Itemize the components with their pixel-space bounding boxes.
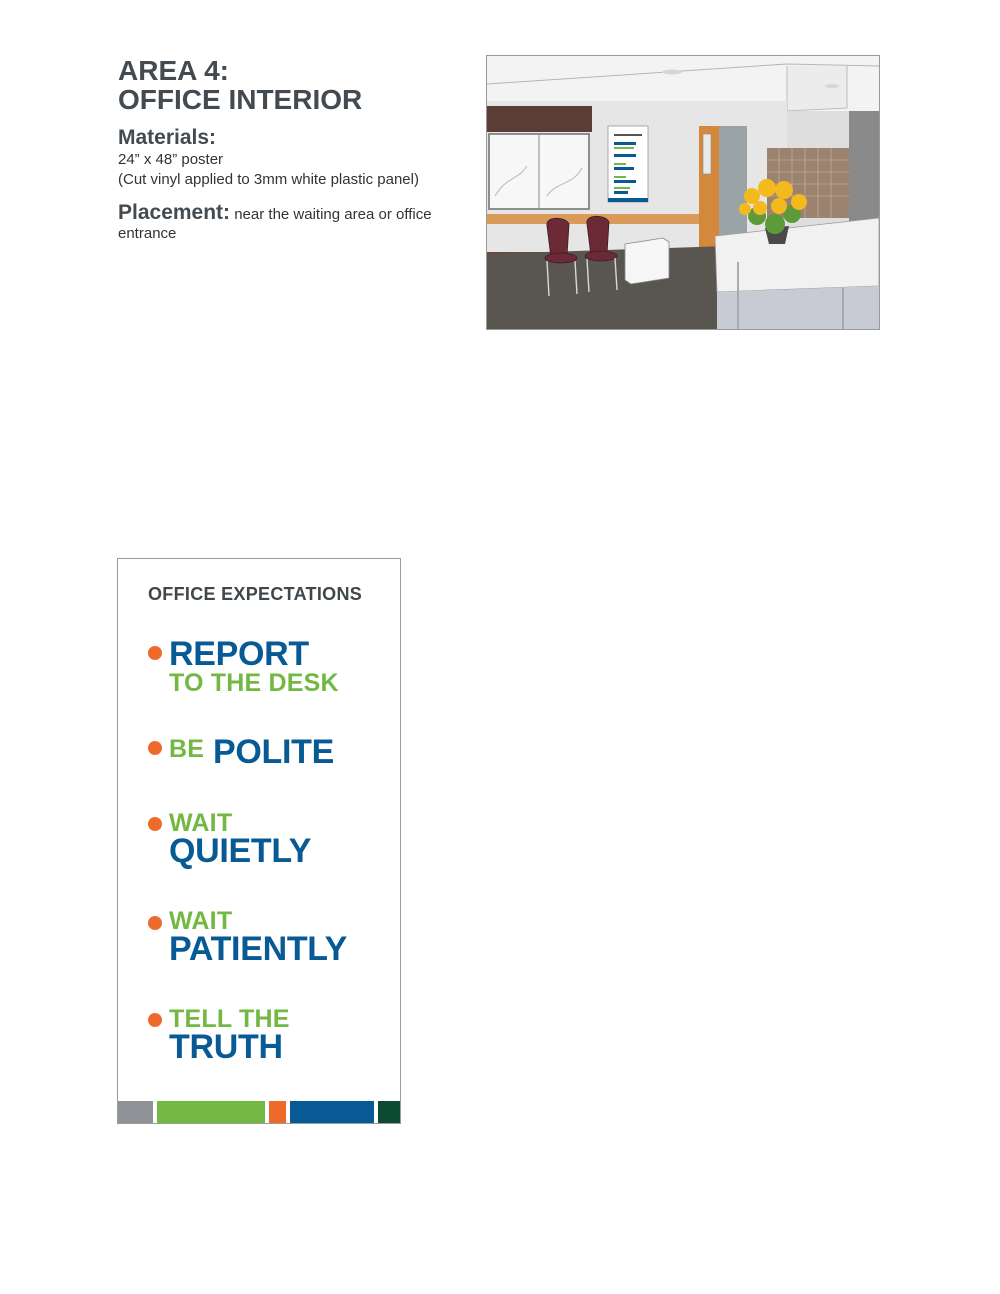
office-interior-sketch [486, 55, 880, 330]
expectation-primary: REPORT [169, 635, 309, 673]
area-subtitle: OFFICE INTERIOR [118, 84, 363, 115]
bullet-dot [148, 817, 162, 831]
placement-label: Placement: [118, 201, 231, 224]
bullet-dot [148, 646, 162, 660]
color-bar-strip [118, 1101, 400, 1123]
color-bar-blue [290, 1101, 374, 1123]
expectation-secondary: WAIT [169, 907, 233, 935]
expectation-secondary: WAIT [169, 809, 233, 837]
area-title: AREA 4: [118, 55, 229, 86]
color-bar-orange [269, 1101, 286, 1123]
page-heading [118, 56, 362, 114]
bullet-dot [148, 741, 162, 755]
expectation-primary: QUIETLY [169, 832, 312, 870]
office-sketch-illustration [487, 56, 879, 329]
expectation-secondary: BE [169, 735, 205, 763]
color-bar-green [157, 1101, 265, 1123]
bullet-dot [148, 916, 162, 930]
expectation-primary: PATIENTLY [169, 930, 348, 968]
color-bar-gray [118, 1101, 153, 1123]
color-bar-dark-green [378, 1101, 400, 1123]
materials-label: Materials: [118, 126, 217, 149]
expectation-secondary: TELL THE [169, 1005, 290, 1033]
materials-size: 24” x 48” poster [118, 151, 224, 168]
placement-text: near the waiting area or office entrance [118, 206, 432, 242]
office-expectations-poster [117, 558, 401, 1124]
placement-block [118, 203, 448, 243]
expectation-primary: TRUTH [169, 1028, 283, 1066]
expectation-primary: POLITE [213, 733, 334, 771]
poster-title: OFFICE EXPECTATIONS [148, 584, 363, 604]
bullet-dot [148, 1013, 162, 1027]
expectation-secondary: TO THE DESK [169, 669, 339, 697]
materials-detail: (Cut vinyl applied to 3mm white plastic panel) [118, 171, 419, 188]
